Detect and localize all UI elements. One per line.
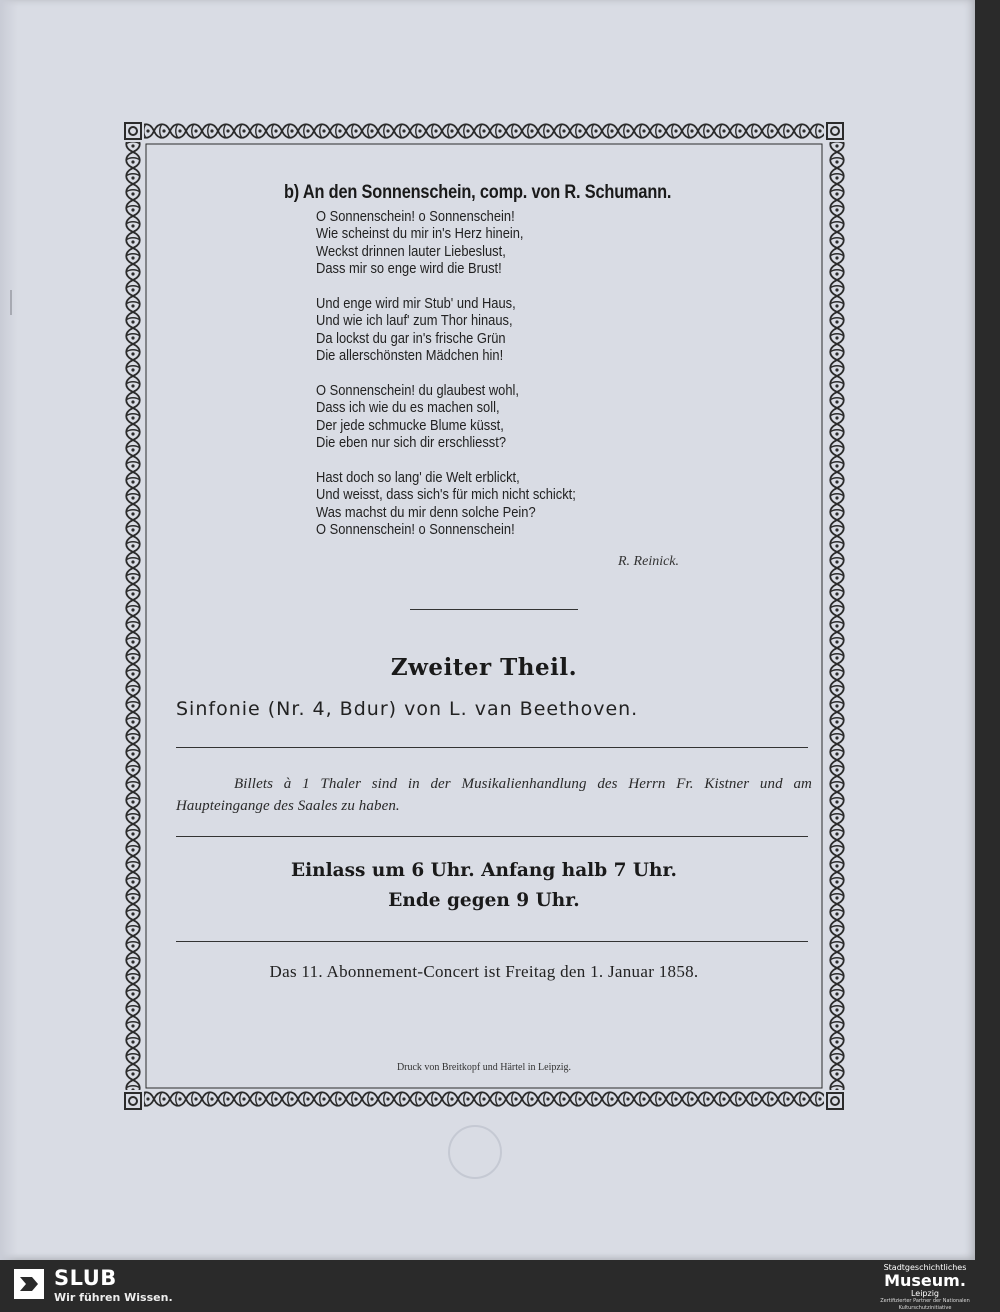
poem-author: R. Reinick. bbox=[618, 554, 680, 569]
poem bbox=[316, 208, 576, 556]
poem-line: O Sonnenschein! o Sonnenschein! bbox=[316, 208, 515, 225]
poem-line: Was machst du mir denn solche Pein? bbox=[316, 503, 536, 521]
museum-partner-note: Zertifizierter Partner der Nationalen Kulturschutzinitiative bbox=[880, 1298, 970, 1311]
library-stamp bbox=[448, 1125, 502, 1179]
ornamental-border-frame bbox=[122, 120, 846, 1112]
poem-line: Der jede schmucke Blume küsst, bbox=[316, 416, 504, 434]
museum-city: Leipzig bbox=[910, 1289, 940, 1298]
divider-rule bbox=[176, 941, 808, 942]
poem-line: Die eben nur sich dir erschliesst? bbox=[316, 434, 507, 452]
program-content bbox=[122, 120, 846, 1112]
poem-line: Dass ich wie du es machen soll, bbox=[316, 399, 500, 417]
stanza bbox=[316, 208, 576, 278]
museum-logo bbox=[860, 1263, 990, 1312]
poem-line: Hast doch so lang' die Welt erblickt, bbox=[316, 468, 520, 486]
poem-line: Und wie ich lauf' zum Thor hinaus, bbox=[316, 312, 513, 330]
museum-name: Museum. bbox=[884, 1271, 966, 1290]
poem-line: Und enge wird mir Stub' und Haus, bbox=[316, 294, 516, 312]
poem-line: Weckst drinnen lauter Liebeslust, bbox=[316, 242, 506, 260]
ticket-info: Billets à 1 Thaler sind in der Musikalienhandlung des Herrn Fr. Kistner und am Haupteingange des Saales zu haben. bbox=[176, 776, 812, 814]
admission-times: Einlass um 6 Uhr. Anfang halb 7 Uhr. bbox=[291, 860, 677, 881]
poem-line: Die allerschönsten Mädchen hin! bbox=[316, 347, 504, 365]
slub-logo-icon bbox=[14, 1269, 44, 1299]
end-time: Ende gegen 9 Uhr. bbox=[388, 890, 580, 911]
section-divider bbox=[410, 609, 578, 610]
poem-line: Dass mir so enge wird die Brust! bbox=[316, 260, 502, 278]
stanza bbox=[316, 295, 576, 365]
poem-line: Und weisst, dass sich's für mich nicht schickt; bbox=[316, 486, 576, 504]
poem-line: Wie scheinst du mir in's Herz hinein, bbox=[316, 225, 524, 243]
footer-bar bbox=[0, 1260, 1000, 1309]
poem-line: O Sonnenschein! o Sonnenschein! bbox=[316, 521, 515, 539]
next-concert-notice: Das 11. Abonnement-Concert ist Freitag den 1. Januar 1858. bbox=[269, 962, 699, 981]
library-name: SLUB bbox=[54, 1266, 117, 1290]
symphony-line: Sinfonie (Nr. 4, Bdur) von L. van Beethoven. bbox=[176, 698, 639, 720]
stanza bbox=[316, 382, 576, 452]
stanza bbox=[316, 469, 576, 539]
printer-imprint: Druck von Breitkopf und Härtel in Leipzig. bbox=[396, 1062, 572, 1073]
poem-line: O Sonnenschein! du glaubest wohl, bbox=[316, 381, 519, 399]
song-heading: b) An den Sonnenschein, comp. von R. Schumann. bbox=[284, 182, 672, 203]
poem-line: Da lockst du gar in's frische Grün bbox=[316, 329, 506, 347]
divider-rule bbox=[176, 747, 808, 748]
part-title: Zweiter Theil. bbox=[390, 654, 578, 681]
museum-small-label: Stadtgeschichtliches bbox=[883, 1263, 967, 1272]
library-tagline: Wir führen Wissen. bbox=[54, 1291, 173, 1304]
fold-mark bbox=[10, 290, 12, 315]
divider-rule bbox=[176, 836, 808, 837]
